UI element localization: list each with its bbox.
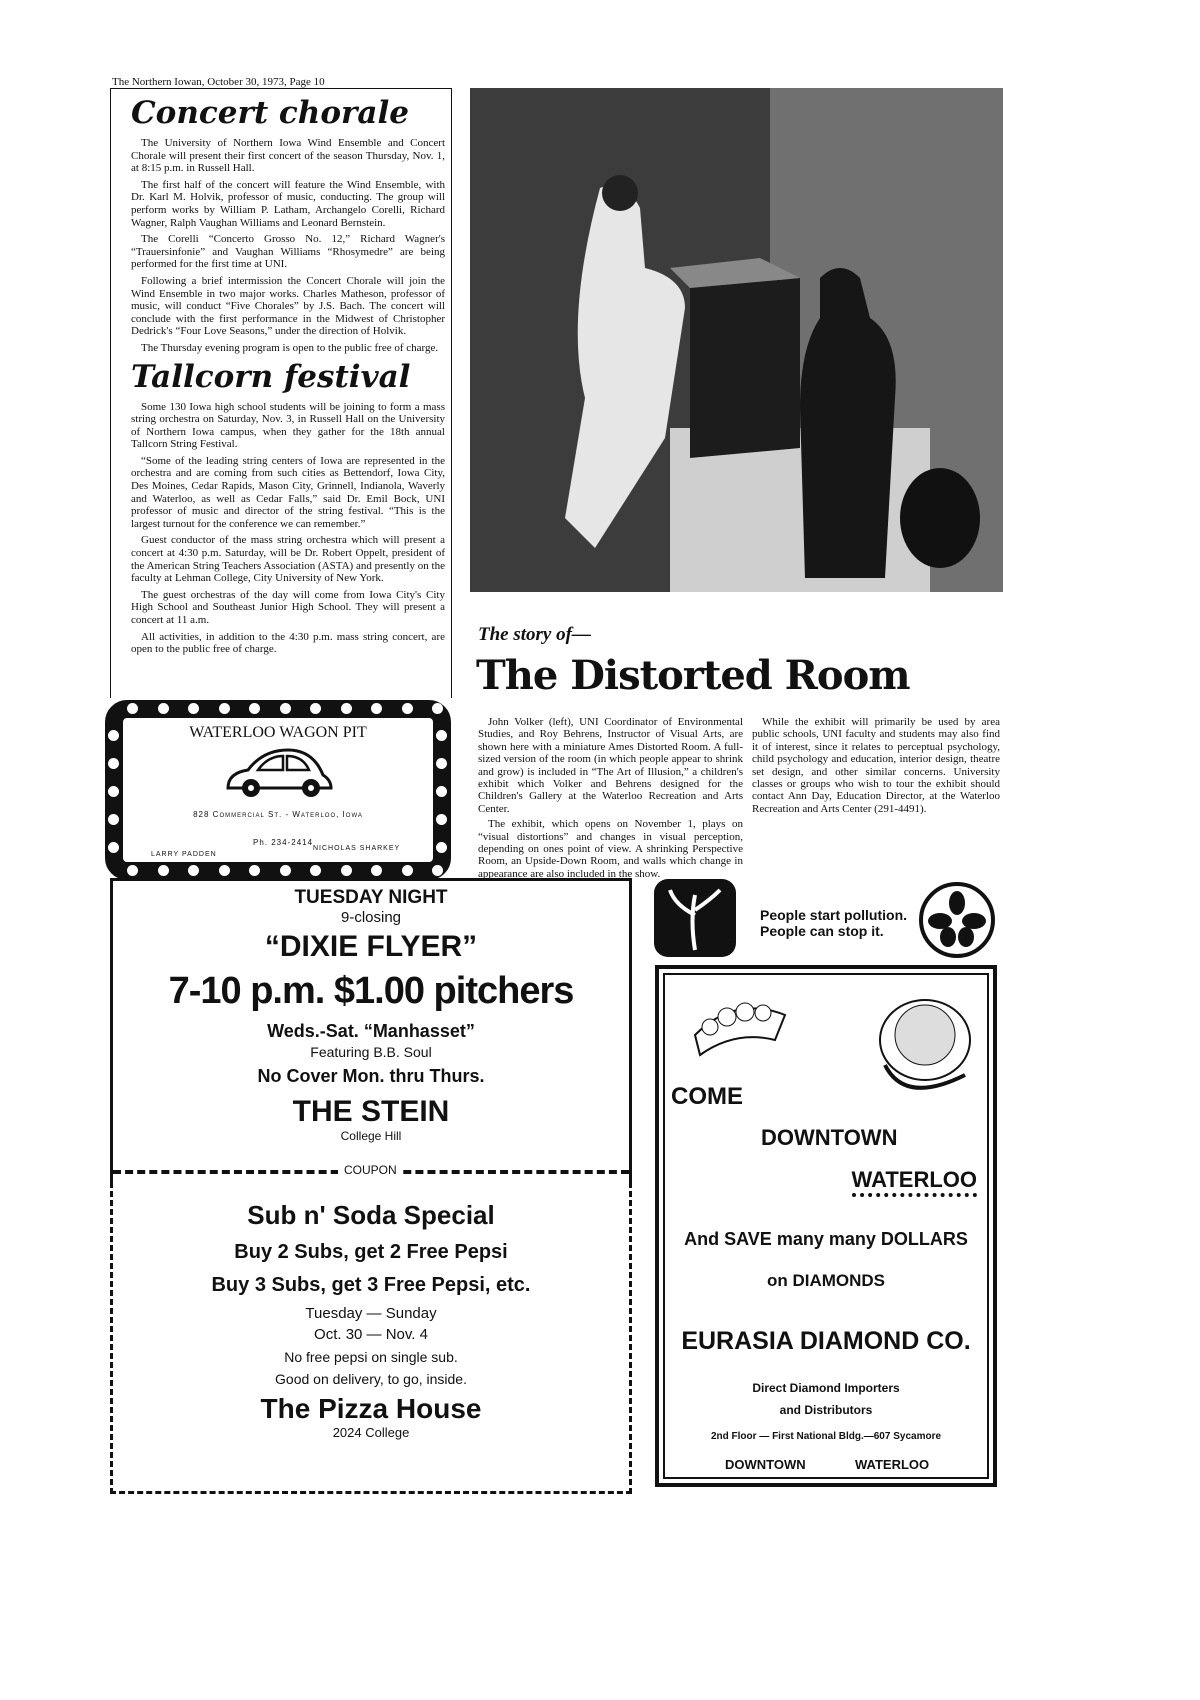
footer-waterloo: WATERLOO [855, 1457, 930, 1472]
marquee-bulb [127, 703, 138, 714]
car-icon [223, 746, 333, 801]
paragraph: The Corelli “Concerto Grosso No. 12,” Richard Wagner's “Trauersinfonie” and Vaughan Williams “Rhosymedre” are being performed for the first time at UNI. [131, 233, 445, 271]
marquee-bulb [108, 814, 119, 825]
paragraph: The exhibit, which opens on November 1, plays on “visual distortions” and changes in visual perception, depending on ones point of view. A shrinking Perspective Room, an Upside-Down Room, and walls which change in appearance are also included in the show. [478, 818, 743, 880]
footer-downtown: DOWNTOWN [725, 1457, 806, 1472]
wagon-contact-right: NICHOLAS SHARKEY [313, 845, 401, 852]
marquee-bulb [402, 865, 413, 876]
marquee-bulb [280, 703, 291, 714]
marquee-bulb [341, 865, 352, 876]
coupon-label: COUPON [338, 1163, 403, 1177]
ad-line: Featuring B.B. Soul [310, 1044, 432, 1060]
eurasia-name: EURASIA DIAMOND CO. [681, 1327, 971, 1355]
ad-line: TUESDAY NIGHT [294, 887, 448, 908]
marquee-bulb [436, 814, 447, 825]
wagon-address: 828 Commercial St. - Waterloo, Iowa [193, 810, 363, 819]
story-kicker: The story of— [478, 624, 591, 645]
ad-line: 7-10 p.m. $1.00 pitchers [168, 970, 574, 1012]
article-column-2 [752, 716, 1000, 818]
marquee-bulb [436, 786, 447, 797]
ad-line: Good on delivery, to go, inside. [275, 1371, 467, 1387]
ad-line: Buy 2 Subs, get 2 Free Pepsi [234, 1241, 508, 1263]
marquee-bulb [436, 730, 447, 741]
photo-distorted-room [470, 88, 1003, 592]
marquee-bulb [341, 703, 352, 714]
paragraph: All activities, in addition to the 4:30 p.m. mass string concert, are open to the public free of charge. [131, 630, 445, 656]
ad-line: “DIXIE FLYER” [264, 930, 478, 963]
paragraph: The Thursday evening program is open to the public free of charge. [141, 341, 439, 354]
concert-headline: Concert chorale [131, 95, 409, 131]
eurasia-address: 2nd Floor — First National Bldg.—607 Sycamore [710, 1431, 942, 1442]
marquee-bulb [127, 865, 138, 876]
paragraph: Some 130 Iowa high school students will be joining to form a mass string orchestra on Saturday, Nov. 3, in Russell Hall on the University of Northern Iowa campus, when they gather for the 18th annual Tallcorn String Festival. [131, 400, 445, 451]
marquee-bulb [188, 865, 199, 876]
marquee-bulb [219, 703, 230, 714]
marquee-bulb [371, 865, 382, 876]
marquee-bulb [310, 865, 321, 876]
stein-ad [110, 878, 632, 1182]
page-folio: The Northern Iowan, October 30, 1973, Page 10 [112, 76, 325, 88]
pollution-psa [650, 875, 1000, 961]
wagon-phone: Ph. 234-2414 [253, 838, 314, 847]
save-text: And SAVE many many DOLLARS [684, 1229, 968, 1249]
wagon-pit-ad [105, 700, 451, 880]
left-articles [110, 88, 452, 698]
ad-line: 2024 College [332, 1425, 410, 1440]
marquee-bulb [436, 842, 447, 853]
ad-line: Tuesday — Sunday [305, 1305, 437, 1322]
marquee-bulb [188, 703, 199, 714]
marquee-bulb [108, 842, 119, 853]
marquee-bulb [108, 786, 119, 797]
ad-line: Sub n' Soda Special [247, 1200, 495, 1230]
pizza-coupon-ad[interactable] [110, 1182, 632, 1494]
paragraph: John Volker (left), UNI Coordinator of Environmental Studies, and Roy Behrens, Instructor of Visual Arts, are shown here with a miniature Ames Distorted Room. A full-sized version of the room (in which people appear to shrink and grow) is included in “The Art of Illusion,” a children's exhibit which Volker and Behrens designed for the Children's Gallery at the Waterloo Recreation and Arts Center. [478, 716, 743, 815]
come-text: COME [671, 1083, 743, 1110]
ad-line: 9-closing [340, 909, 402, 926]
marquee-bulb [402, 703, 413, 714]
marquee-bulb [158, 703, 169, 714]
article-column-1 [478, 716, 743, 883]
wagon-pit-name: WATERLOO WAGON PIT [189, 724, 367, 741]
paragraph: Following a brief intermission the Concert Chorale will join the Wind Ensemble in two major works. Charles Matheson, professor of music, will conduct “Five Chorales” by J.S. Bach. The concert will conclude with the first performance in the Midwest of Christopher Dedrick's “Four Love Seasons,” under the direction of Holvik. [131, 274, 445, 338]
psa-text [760, 907, 907, 939]
marquee-bulb [371, 703, 382, 714]
ad-line: Buy 3 Subs, get 3 Free Pepsi, etc. [211, 1274, 531, 1296]
distorted-room-headline: The Distorted Room [476, 652, 910, 699]
flower-emblem-icon [918, 881, 996, 959]
ad-line: Direct Diamond Importers [752, 1381, 900, 1395]
marquee-bulb [108, 758, 119, 769]
stein-name: THE STEIN [292, 1095, 450, 1128]
ad-line: Oct. 30 — Nov. 4 [314, 1326, 428, 1343]
psa-line: People can stop it. [760, 923, 884, 939]
on-diamonds-text: on DIAMONDS [766, 1271, 886, 1290]
hand-plant-icon [650, 875, 740, 961]
marquee-bulb [432, 703, 443, 714]
wagon-contact-left: LARRY PADDEN [151, 851, 217, 858]
waterloo-text: WATERLOO [852, 1167, 977, 1197]
ad-line: No Cover Mon. thru Thurs. [257, 1066, 485, 1086]
marquee-bulb [158, 865, 169, 876]
ad-line: No free pepsi on single sub. [284, 1349, 458, 1365]
marquee-bulb [108, 730, 119, 741]
marquee-bulb [432, 865, 443, 876]
marquee-bulb [280, 865, 291, 876]
ad-line: and Distributors [779, 1403, 873, 1417]
marquee-bulb [219, 865, 230, 876]
ad-line: Weds.-Sat. “Manhasset” [267, 1021, 475, 1041]
marquee-bulb [249, 703, 260, 714]
marquee-bulb [310, 703, 321, 714]
downtown-text: DOWNTOWN [761, 1125, 898, 1150]
marquee-bulb [249, 865, 260, 876]
paragraph: “Some of the leading string centers of Iowa are represented in the orchestra and are coming from such cities as Bettendorf, Iowa City, Des Moines, Cedar Rapids, Mason City, Grinnell, Indianola, Waverly and Waterloo, as well as Cedar Falls,” said Dr. Emil Bock, UNI professor of music and director of the string festival. “This is the largest turnout for the conference we can remember.” [131, 454, 445, 530]
marquee-bulb [436, 758, 447, 769]
psa-line: People start pollution. [760, 907, 908, 923]
pizza-house-name: The Pizza House [260, 1393, 482, 1424]
ad-line: College Hill [340, 1129, 402, 1143]
paragraph: The guest orchestras of the day will come from Iowa City's City High School and Southeast Junior High School. They will present a concert at 11 a.m. [131, 588, 445, 626]
paragraph: The University of Northern Iowa Wind Ensemble and Concert Chorale will present their first concert of the season Thursday, Nov. 1, at 8:15 p.m. in Russell Hall. [131, 137, 445, 175]
eurasia-diamond-ad [655, 965, 997, 1487]
tallcorn-headline: Tallcorn festival [131, 358, 411, 395]
paragraph: Guest conductor of the mass string orchestra which will present a concert at 4:30 p.m. Saturday, will be Dr. Robert Oppelt, president of the American String Teachers Association (ASTA) and presently on the faculty at Lehman College, City University of New York. [131, 534, 445, 585]
paragraph: The first half of the concert will feature the Wind Ensemble, with Dr. Karl M. Holvik, professor of music, conducting. The group will perform works by William P. Latham, Archangelo Corelli, Richard Wagner, Ralph Vaughan Williams and Leonard Bernstein. [131, 178, 445, 229]
paragraph: While the exhibit will primarily be used by area public schools, UNI faculty and students may also find it of interest, since it relates to perceptual psychology, child psychology and education, interior design, theatre set design, and other similar concerns. University classes or groups who wish to tour the exhibit should contact Ann Day, Education Director, at the Waterloo Recreation and Arts Center (291-4491). [752, 716, 1000, 815]
